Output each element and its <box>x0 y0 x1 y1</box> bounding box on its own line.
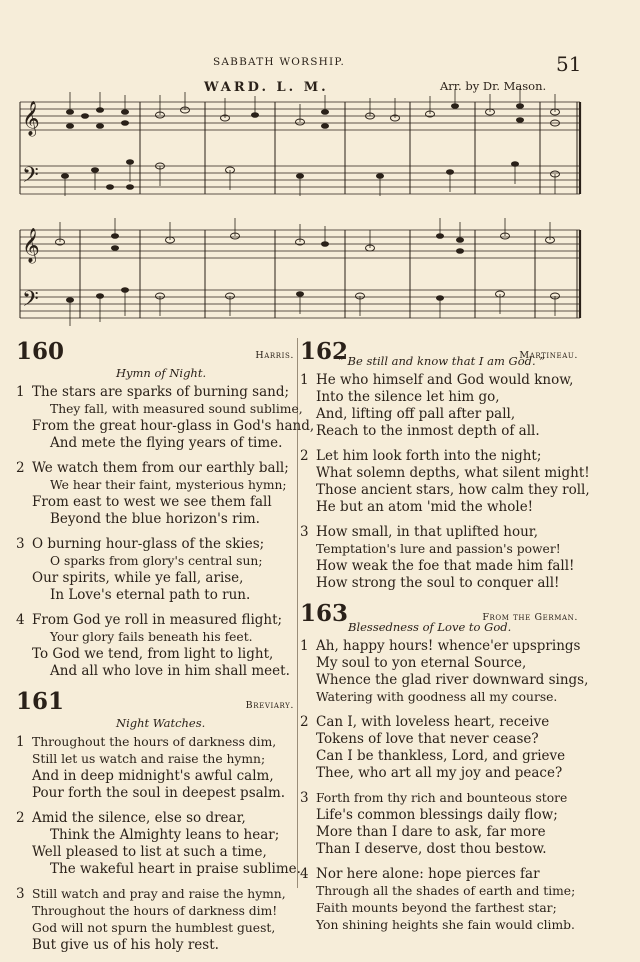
stanza <box>300 866 582 934</box>
verse-line: How weak the foe that made him fall! <box>316 558 575 574</box>
verse-line: They fall, with measured sound sublime, <box>50 402 303 416</box>
verse-line: From the great hour-glass in God's hand, <box>32 418 315 434</box>
verse-line: Into the silence let him go, <box>316 389 500 405</box>
verse-line: O sparks from glory's central sun; <box>50 554 263 568</box>
verse-line: What solemn depths, what silent might! <box>316 465 590 481</box>
verse-line: How small, in that uplifted hour, <box>316 524 539 540</box>
verse-line: From east to west we see them fall <box>32 494 272 510</box>
left-column <box>16 338 315 962</box>
verse-line: Let him look forth into the night; <box>316 448 542 464</box>
stanza <box>300 524 582 592</box>
verse-line: Still let us watch and raise the hymn; <box>32 752 266 766</box>
verse-line: Temptation's lure and passion's power! <box>316 542 561 556</box>
verse-line: Beyond the blue horizon's rim. <box>50 511 260 527</box>
hymn-161 <box>16 688 301 954</box>
stanza <box>16 810 301 878</box>
running-title: SABBATH WORSHIP. <box>213 56 345 68</box>
hymn-number: 162 <box>300 338 349 365</box>
verse-line: We watch them from our earthly ball; <box>32 460 289 476</box>
verse-line: Faith mounts beyond the farthest star; <box>316 901 557 915</box>
stanza <box>300 790 582 858</box>
stanza <box>16 536 298 604</box>
hymn-tune-name: Harris. <box>255 350 294 361</box>
stanza-number: 1 <box>300 372 309 388</box>
stanza <box>16 460 298 528</box>
hymn-160 <box>16 338 315 680</box>
verse-line: Our spirits, while ye fall, arise, <box>32 570 244 586</box>
verse-line: Still watch and pray and raise the hymn, <box>32 887 286 901</box>
tune-title: WARD. L. M. <box>204 80 329 95</box>
verse-line: Think the Almighty leans to hear; <box>50 827 280 843</box>
verse-line: Life's common blessings daily flow; <box>316 807 558 823</box>
hymn-tune-name: Breviary. <box>245 700 294 711</box>
verse-line: He who himself and God would know, <box>316 372 574 388</box>
verse-line: And mete the flying years of time. <box>50 435 283 451</box>
verse-line: Well pleased to list at such a time, <box>32 844 267 860</box>
stanza <box>300 714 582 782</box>
verse-line: In Love's eternal path to run. <box>50 587 251 603</box>
verse-line: My soul to yon eternal Source, <box>316 655 527 671</box>
stanza-number: 3 <box>16 886 25 902</box>
verse-line: More than I dare to ask, far more <box>316 824 546 840</box>
hymn-number: 163 <box>300 600 349 627</box>
hymn-subtitle: “ Be still and know that I am God. ” <box>338 354 546 368</box>
verse-line: Amid the silence, else so drear, <box>32 810 246 826</box>
stanza-number: 2 <box>16 810 25 826</box>
stanza-number: 1 <box>300 638 309 654</box>
verse-line: Thee, who art all my joy and peace? <box>316 765 563 781</box>
barlines <box>20 102 580 318</box>
treble-clef: 𝄞 <box>22 101 40 136</box>
music-score <box>0 0 640 340</box>
bass-clef-2: 𝄢 <box>22 287 39 317</box>
stanza-number: 4 <box>300 866 309 882</box>
verse-line: To God we tend, from light to light, <box>32 646 274 662</box>
verse-line: Tokens of love that never cease? <box>316 731 539 747</box>
verse-line: Forth from thy rich and bounteous store <box>316 791 568 805</box>
stanza <box>300 638 589 706</box>
right-column <box>300 338 590 942</box>
hymn-subtitle: Hymn of Night. <box>116 366 207 380</box>
half-note-heads <box>56 107 560 299</box>
verse-line: Those ancient stars, how calm they roll, <box>316 482 590 498</box>
hymn-subtitle: Blessedness of Love to God. <box>348 620 512 634</box>
stanza-number: 2 <box>16 460 25 476</box>
verse-line: God will not spurn the humblest guest, <box>32 921 276 935</box>
verse-line: Nor here alone: hope pierces far <box>316 866 540 882</box>
stanza-number: 3 <box>16 536 25 552</box>
verse-line: And, lifting off pall after pall, <box>316 406 516 422</box>
hymn-tune-name: From the German. <box>482 612 578 623</box>
verse-line: Through all the shades of earth and time; <box>316 884 576 898</box>
verse-line: Watering with goodness all my course. <box>316 690 558 704</box>
verse-line: Throughout the hours of darkness dim, <box>32 735 277 749</box>
verse-line: Whence the glad river downward sings, <box>316 672 589 688</box>
verse-line: The stars are sparks of burning sand; <box>32 384 290 400</box>
stanza-number: 2 <box>300 448 309 464</box>
stanza-number: 1 <box>16 384 25 400</box>
verse-line: O burning hour-glass of the skies; <box>32 536 265 552</box>
verse-line: Yon shining heights she fain would climb. <box>316 918 575 932</box>
hymn-subtitle: Night Watches. <box>116 716 206 730</box>
page-number: 51 <box>556 52 582 76</box>
verse-line: But give us of his holy rest. <box>32 937 219 953</box>
treble-clef-2: 𝄞 <box>22 228 40 263</box>
clefs <box>22 101 40 317</box>
stanza-number: 4 <box>16 612 25 628</box>
stanza <box>300 448 590 516</box>
verse-line: And all who love in him shall meet. <box>50 663 290 679</box>
verse-line: Pour forth the soul in deepest psalm. <box>32 785 286 801</box>
tune-arranger: Arr. by Dr. Mason. <box>440 79 547 93</box>
stanza <box>16 384 315 452</box>
verse-line: Reach to the inmost depth of all. <box>316 423 540 439</box>
verse-line: He but an atom 'mid the whole! <box>316 499 534 515</box>
stanza <box>16 612 298 680</box>
stanza <box>300 372 582 440</box>
hymn-162 <box>300 338 590 592</box>
verse-line: Can I, with loveless heart, receive <box>316 714 550 730</box>
stanza <box>16 734 298 802</box>
stanza-number: 1 <box>16 734 25 750</box>
verse-line: Ah, happy hours! whence'er upsprings <box>316 638 581 654</box>
hymn-number: 160 <box>16 338 65 365</box>
verse-line: From God ye roll in measured flight; <box>32 612 283 628</box>
bass-clef: 𝄢 <box>22 163 39 193</box>
stanza <box>16 886 298 954</box>
verse-line: We hear their faint, mysterious hymn; <box>50 478 287 492</box>
stanza-number: 3 <box>300 524 309 540</box>
verse-line: And in deep midnight's awful calm, <box>32 768 274 784</box>
verse-line: Throughout the hours of darkness dim! <box>32 904 278 918</box>
note-heads <box>61 103 524 303</box>
hymn-163 <box>300 600 589 934</box>
hymn-tune-name: Martineau. <box>519 350 578 361</box>
verse-line: Your glory fails beneath his feet. <box>50 630 253 644</box>
verse-line: The wakeful heart in praise sublime. <box>50 861 301 877</box>
verse-line: Than I deserve, dost thou bestow. <box>316 841 547 857</box>
hymn-number: 161 <box>16 688 65 715</box>
stanza-number: 2 <box>300 714 309 730</box>
stanza-number: 3 <box>300 790 309 806</box>
verse-line: Can I be thankless, Lord, and grieve <box>316 748 566 764</box>
verse-line: How strong the soul to conquer all! <box>316 575 560 591</box>
